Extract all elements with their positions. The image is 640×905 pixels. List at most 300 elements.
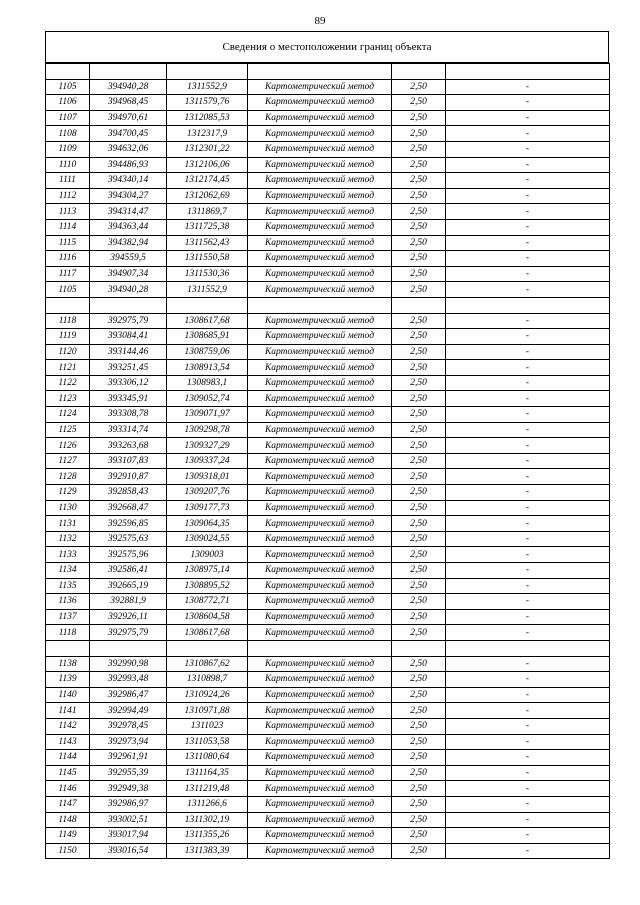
table-row xyxy=(46,734,610,750)
table-row xyxy=(46,173,610,189)
empty-cell xyxy=(248,297,392,313)
method-cell: Картометрический метод xyxy=(248,235,392,251)
x-coordinate-cell: 392596,85 xyxy=(90,516,167,532)
table-row xyxy=(46,126,610,142)
empty-cell xyxy=(90,640,167,656)
empty-cell xyxy=(446,640,610,656)
table-row xyxy=(46,204,610,220)
x-coordinate-cell: 394907,34 xyxy=(90,266,167,282)
x-coordinate-cell: 392973,94 xyxy=(90,734,167,750)
table-row xyxy=(46,812,610,828)
point-number-cell: 1119 xyxy=(46,329,90,345)
accuracy-cell: 2,50 xyxy=(392,547,446,563)
y-coordinate-cell: 1310971,88 xyxy=(167,703,248,719)
x-coordinate-cell: 394700,45 xyxy=(90,126,167,142)
empty-cell xyxy=(446,64,610,80)
boundary-points-table xyxy=(45,63,610,859)
group-separator-row xyxy=(46,64,610,80)
description-cell: - xyxy=(446,516,610,532)
x-coordinate-cell: 394363,44 xyxy=(90,219,167,235)
point-number-cell: 1122 xyxy=(46,375,90,391)
x-coordinate-cell: 392665,19 xyxy=(90,578,167,594)
description-cell: - xyxy=(446,375,610,391)
method-cell: Картометрический метод xyxy=(248,110,392,126)
method-cell: Картометрический метод xyxy=(248,173,392,189)
table-row xyxy=(46,531,610,547)
table-row xyxy=(46,485,610,501)
x-coordinate-cell: 392990,98 xyxy=(90,656,167,672)
description-cell: - xyxy=(446,95,610,111)
y-coordinate-cell: 1311355,26 xyxy=(167,828,248,844)
y-coordinate-cell: 1311725,38 xyxy=(167,219,248,235)
point-number-cell: 1105 xyxy=(46,282,90,298)
x-coordinate-cell: 392955,39 xyxy=(90,765,167,781)
method-cell: Картометрический метод xyxy=(248,126,392,142)
x-coordinate-cell: 394304,27 xyxy=(90,188,167,204)
accuracy-cell: 2,50 xyxy=(392,407,446,423)
description-cell: - xyxy=(446,407,610,423)
table-row xyxy=(46,781,610,797)
point-number-cell: 1120 xyxy=(46,344,90,360)
point-number-cell: 1148 xyxy=(46,812,90,828)
x-coordinate-cell: 392961,91 xyxy=(90,750,167,766)
point-number-cell: 1118 xyxy=(46,625,90,641)
table-body xyxy=(46,64,610,859)
method-cell: Картометрический метод xyxy=(248,718,392,734)
x-coordinate-cell: 394314,47 xyxy=(90,204,167,220)
table-row xyxy=(46,796,610,812)
x-coordinate-cell: 392975,79 xyxy=(90,313,167,329)
description-cell: - xyxy=(446,204,610,220)
y-coordinate-cell: 1311266,6 xyxy=(167,796,248,812)
method-cell: Картометрический метод xyxy=(248,578,392,594)
accuracy-cell: 2,50 xyxy=(392,375,446,391)
point-number-cell: 1112 xyxy=(46,188,90,204)
y-coordinate-cell: 1311219,48 xyxy=(167,781,248,797)
description-cell: - xyxy=(446,313,610,329)
accuracy-cell: 2,50 xyxy=(392,204,446,220)
accuracy-cell: 2,50 xyxy=(392,235,446,251)
empty-cell xyxy=(248,64,392,80)
description-cell: - xyxy=(446,718,610,734)
table-row xyxy=(46,516,610,532)
method-cell: Картометрический метод xyxy=(248,656,392,672)
description-cell: - xyxy=(446,672,610,688)
y-coordinate-cell: 1311302,19 xyxy=(167,812,248,828)
point-number-cell: 1107 xyxy=(46,110,90,126)
table-row xyxy=(46,235,610,251)
point-number-cell: 1136 xyxy=(46,594,90,610)
description-cell: - xyxy=(446,656,610,672)
description-cell: - xyxy=(446,750,610,766)
description-cell: - xyxy=(446,469,610,485)
point-number-cell: 1143 xyxy=(46,734,90,750)
method-cell: Картометрический метод xyxy=(248,594,392,610)
point-number-cell: 1106 xyxy=(46,95,90,111)
method-cell: Картометрический метод xyxy=(248,625,392,641)
table-row xyxy=(46,282,610,298)
accuracy-cell: 2,50 xyxy=(392,500,446,516)
x-coordinate-cell: 394940,28 xyxy=(90,282,167,298)
y-coordinate-cell: 1309318,01 xyxy=(167,469,248,485)
x-coordinate-cell: 393002,51 xyxy=(90,812,167,828)
accuracy-cell: 2,50 xyxy=(392,469,446,485)
y-coordinate-cell: 1308685,91 xyxy=(167,329,248,345)
table-row xyxy=(46,422,610,438)
x-coordinate-cell: 393314,74 xyxy=(90,422,167,438)
method-cell: Картометрический метод xyxy=(248,469,392,485)
x-coordinate-cell: 393263,68 xyxy=(90,438,167,454)
table-row xyxy=(46,344,610,360)
y-coordinate-cell: 1309003 xyxy=(167,547,248,563)
accuracy-cell: 2,50 xyxy=(392,750,446,766)
accuracy-cell: 2,50 xyxy=(392,251,446,267)
description-cell: - xyxy=(446,734,610,750)
x-coordinate-cell: 392978,45 xyxy=(90,718,167,734)
table-row xyxy=(46,625,610,641)
point-number-cell: 1140 xyxy=(46,687,90,703)
x-coordinate-cell: 392668,47 xyxy=(90,500,167,516)
accuracy-cell: 2,50 xyxy=(392,625,446,641)
point-number-cell: 1129 xyxy=(46,485,90,501)
method-cell: Картометрический метод xyxy=(248,563,392,579)
table-row xyxy=(46,110,610,126)
table-row xyxy=(46,750,610,766)
y-coordinate-cell: 1309052,74 xyxy=(167,391,248,407)
method-cell: Картометрический метод xyxy=(248,141,392,157)
table-row xyxy=(46,594,610,610)
point-number-cell: 1142 xyxy=(46,718,90,734)
accuracy-cell: 2,50 xyxy=(392,422,446,438)
accuracy-cell: 2,50 xyxy=(392,843,446,859)
point-number-cell: 1138 xyxy=(46,656,90,672)
accuracy-cell: 2,50 xyxy=(392,656,446,672)
description-cell: - xyxy=(446,578,610,594)
x-coordinate-cell: 393107,83 xyxy=(90,453,167,469)
y-coordinate-cell: 1308895,52 xyxy=(167,578,248,594)
accuracy-cell: 2,50 xyxy=(392,563,446,579)
empty-cell xyxy=(46,64,90,80)
x-coordinate-cell: 394968,45 xyxy=(90,95,167,111)
group-separator-row xyxy=(46,297,610,313)
y-coordinate-cell: 1309298,78 xyxy=(167,422,248,438)
accuracy-cell: 2,50 xyxy=(392,718,446,734)
y-coordinate-cell: 1311579,76 xyxy=(167,95,248,111)
table-row xyxy=(46,79,610,95)
method-cell: Картометрический метод xyxy=(248,422,392,438)
method-cell: Картометрический метод xyxy=(248,407,392,423)
accuracy-cell: 2,50 xyxy=(392,141,446,157)
y-coordinate-cell: 1309177,73 xyxy=(167,500,248,516)
y-coordinate-cell: 1312174,45 xyxy=(167,173,248,189)
page-number: 89 xyxy=(314,15,326,27)
point-number-cell: 1150 xyxy=(46,843,90,859)
accuracy-cell: 2,50 xyxy=(392,703,446,719)
y-coordinate-cell: 1309327,29 xyxy=(167,438,248,454)
description-cell: - xyxy=(446,79,610,95)
description-cell: - xyxy=(446,422,610,438)
table-row xyxy=(46,453,610,469)
y-coordinate-cell: 1311550,58 xyxy=(167,251,248,267)
description-cell: - xyxy=(446,531,610,547)
description-cell: - xyxy=(446,110,610,126)
accuracy-cell: 2,50 xyxy=(392,188,446,204)
table-row xyxy=(46,500,610,516)
method-cell: Картометрический метод xyxy=(248,703,392,719)
empty-cell xyxy=(392,64,446,80)
y-coordinate-cell: 1308617,68 xyxy=(167,625,248,641)
description-cell: - xyxy=(446,438,610,454)
x-coordinate-cell: 394559,5 xyxy=(90,251,167,267)
y-coordinate-cell: 1311164,35 xyxy=(167,765,248,781)
table-row xyxy=(46,828,610,844)
table-row xyxy=(46,469,610,485)
y-coordinate-cell: 1308983,1 xyxy=(167,375,248,391)
accuracy-cell: 2,50 xyxy=(392,313,446,329)
x-coordinate-cell: 392986,47 xyxy=(90,687,167,703)
x-coordinate-cell: 392975,79 xyxy=(90,625,167,641)
method-cell: Картометрический метод xyxy=(248,531,392,547)
description-cell: - xyxy=(446,126,610,142)
method-cell: Картометрический метод xyxy=(248,329,392,345)
method-cell: Картометрический метод xyxy=(248,485,392,501)
x-coordinate-cell: 392949,38 xyxy=(90,781,167,797)
method-cell: Картометрический метод xyxy=(248,282,392,298)
x-coordinate-cell: 392586,41 xyxy=(90,563,167,579)
table-row xyxy=(46,407,610,423)
empty-cell xyxy=(167,64,248,80)
description-cell: - xyxy=(446,765,610,781)
y-coordinate-cell: 1308913,54 xyxy=(167,360,248,376)
point-number-cell: 1128 xyxy=(46,469,90,485)
y-coordinate-cell: 1311053,58 xyxy=(167,734,248,750)
method-cell: Картометрический метод xyxy=(248,219,392,235)
method-cell: Картометрический метод xyxy=(248,251,392,267)
method-cell: Картометрический метод xyxy=(248,750,392,766)
point-number-cell: 1110 xyxy=(46,157,90,173)
description-cell: - xyxy=(446,703,610,719)
description-cell: - xyxy=(446,625,610,641)
x-coordinate-cell: 392881,9 xyxy=(90,594,167,610)
table-row xyxy=(46,703,610,719)
point-number-cell: 1105 xyxy=(46,79,90,95)
empty-cell xyxy=(167,640,248,656)
method-cell: Картометрический метод xyxy=(248,734,392,750)
description-cell: - xyxy=(446,157,610,173)
description-cell: - xyxy=(446,796,610,812)
description-cell: - xyxy=(446,453,610,469)
accuracy-cell: 2,50 xyxy=(392,672,446,688)
accuracy-cell: 2,50 xyxy=(392,391,446,407)
accuracy-cell: 2,50 xyxy=(392,485,446,501)
table-row xyxy=(46,95,610,111)
method-cell: Картометрический метод xyxy=(248,765,392,781)
method-cell: Картометрический метод xyxy=(248,500,392,516)
y-coordinate-cell: 1310867,62 xyxy=(167,656,248,672)
empty-cell xyxy=(392,640,446,656)
description-cell: - xyxy=(446,344,610,360)
empty-cell xyxy=(446,297,610,313)
y-coordinate-cell: 1309337,24 xyxy=(167,453,248,469)
description-cell: - xyxy=(446,188,610,204)
table-row xyxy=(46,391,610,407)
empty-cell xyxy=(90,64,167,80)
table-row xyxy=(46,656,610,672)
method-cell: Картометрический метод xyxy=(248,547,392,563)
table-row xyxy=(46,547,610,563)
table-row xyxy=(46,765,610,781)
point-number-cell: 1111 xyxy=(46,173,90,189)
accuracy-cell: 2,50 xyxy=(392,95,446,111)
table-row xyxy=(46,141,610,157)
x-coordinate-cell: 393308,78 xyxy=(90,407,167,423)
method-cell: Картометрический метод xyxy=(248,687,392,703)
point-number-cell: 1109 xyxy=(46,141,90,157)
y-coordinate-cell: 1310924,26 xyxy=(167,687,248,703)
method-cell: Картометрический метод xyxy=(248,438,392,454)
point-number-cell: 1131 xyxy=(46,516,90,532)
accuracy-cell: 2,50 xyxy=(392,781,446,797)
empty-cell xyxy=(392,297,446,313)
empty-cell xyxy=(46,640,90,656)
y-coordinate-cell: 1312062,69 xyxy=(167,188,248,204)
method-cell: Картометрический метод xyxy=(248,828,392,844)
description-cell: - xyxy=(446,141,610,157)
x-coordinate-cell: 393016,54 xyxy=(90,843,167,859)
description-cell: - xyxy=(446,547,610,563)
method-cell: Картометрический метод xyxy=(248,672,392,688)
x-coordinate-cell: 392910,87 xyxy=(90,469,167,485)
description-cell: - xyxy=(446,485,610,501)
table-row xyxy=(46,563,610,579)
x-coordinate-cell: 393251,45 xyxy=(90,360,167,376)
y-coordinate-cell: 1309024,55 xyxy=(167,531,248,547)
description-cell: - xyxy=(446,828,610,844)
point-number-cell: 1114 xyxy=(46,219,90,235)
description-cell: - xyxy=(446,781,610,797)
accuracy-cell: 2,50 xyxy=(392,438,446,454)
point-number-cell: 1117 xyxy=(46,266,90,282)
x-coordinate-cell: 394940,28 xyxy=(90,79,167,95)
y-coordinate-cell: 1309064,35 xyxy=(167,516,248,532)
point-number-cell: 1130 xyxy=(46,500,90,516)
accuracy-cell: 2,50 xyxy=(392,687,446,703)
y-coordinate-cell: 1309207,76 xyxy=(167,485,248,501)
y-coordinate-cell: 1311552,9 xyxy=(167,79,248,95)
accuracy-cell: 2,50 xyxy=(392,360,446,376)
accuracy-cell: 2,50 xyxy=(392,266,446,282)
point-number-cell: 1118 xyxy=(46,313,90,329)
accuracy-cell: 2,50 xyxy=(392,734,446,750)
y-coordinate-cell: 1311080,64 xyxy=(167,750,248,766)
point-number-cell: 1126 xyxy=(46,438,90,454)
method-cell: Картометрический метод xyxy=(248,843,392,859)
description-cell: - xyxy=(446,812,610,828)
accuracy-cell: 2,50 xyxy=(392,282,446,298)
description-cell: - xyxy=(446,329,610,345)
point-number-cell: 1144 xyxy=(46,750,90,766)
table-row xyxy=(46,157,610,173)
point-number-cell: 1134 xyxy=(46,563,90,579)
accuracy-cell: 2,50 xyxy=(392,578,446,594)
method-cell: Картометрический метод xyxy=(248,796,392,812)
point-number-cell: 1121 xyxy=(46,360,90,376)
x-coordinate-cell: 392575,96 xyxy=(90,547,167,563)
method-cell: Картометрический метод xyxy=(248,516,392,532)
table-row xyxy=(46,609,610,625)
method-cell: Картометрический метод xyxy=(248,95,392,111)
point-number-cell: 1141 xyxy=(46,703,90,719)
description-cell: - xyxy=(446,251,610,267)
method-cell: Картометрический метод xyxy=(248,313,392,329)
y-coordinate-cell: 1308617,68 xyxy=(167,313,248,329)
accuracy-cell: 2,50 xyxy=(392,453,446,469)
table-row xyxy=(46,360,610,376)
description-cell: - xyxy=(446,843,610,859)
table-row xyxy=(46,672,610,688)
point-number-cell: 1145 xyxy=(46,765,90,781)
description-cell: - xyxy=(446,609,610,625)
x-coordinate-cell: 392993,48 xyxy=(90,672,167,688)
point-number-cell: 1123 xyxy=(46,391,90,407)
x-coordinate-cell: 392994,49 xyxy=(90,703,167,719)
description-cell: - xyxy=(446,282,610,298)
accuracy-cell: 2,50 xyxy=(392,594,446,610)
point-number-cell: 1132 xyxy=(46,531,90,547)
table-title: Сведения о местоположении границ объекта xyxy=(45,31,609,63)
coordinates-sheet xyxy=(45,31,609,859)
x-coordinate-cell: 394632,06 xyxy=(90,141,167,157)
point-number-cell: 1139 xyxy=(46,672,90,688)
accuracy-cell: 2,50 xyxy=(392,609,446,625)
x-coordinate-cell: 394382,94 xyxy=(90,235,167,251)
group-separator-row xyxy=(46,640,610,656)
description-cell: - xyxy=(446,500,610,516)
method-cell: Картометрический метод xyxy=(248,812,392,828)
table-row xyxy=(46,266,610,282)
x-coordinate-cell: 394970,61 xyxy=(90,110,167,126)
accuracy-cell: 2,50 xyxy=(392,344,446,360)
table-row xyxy=(46,188,610,204)
accuracy-cell: 2,50 xyxy=(392,79,446,95)
method-cell: Картометрический метод xyxy=(248,781,392,797)
empty-cell xyxy=(46,297,90,313)
y-coordinate-cell: 1312106,06 xyxy=(167,157,248,173)
x-coordinate-cell: 393017,94 xyxy=(90,828,167,844)
point-number-cell: 1133 xyxy=(46,547,90,563)
x-coordinate-cell: 392926,11 xyxy=(90,609,167,625)
y-coordinate-cell: 1311562,43 xyxy=(167,235,248,251)
method-cell: Картометрический метод xyxy=(248,360,392,376)
method-cell: Картометрический метод xyxy=(248,204,392,220)
table-row xyxy=(46,329,610,345)
table-row xyxy=(46,375,610,391)
description-cell: - xyxy=(446,266,610,282)
x-coordinate-cell: 394486,93 xyxy=(90,157,167,173)
method-cell: Картометрический метод xyxy=(248,79,392,95)
point-number-cell: 1146 xyxy=(46,781,90,797)
method-cell: Картометрический метод xyxy=(248,453,392,469)
y-coordinate-cell: 1312301,22 xyxy=(167,141,248,157)
point-number-cell: 1127 xyxy=(46,453,90,469)
y-coordinate-cell: 1308604,58 xyxy=(167,609,248,625)
x-coordinate-cell: 392575,63 xyxy=(90,531,167,547)
accuracy-cell: 2,50 xyxy=(392,828,446,844)
method-cell: Картометрический метод xyxy=(248,157,392,173)
method-cell: Картометрический метод xyxy=(248,266,392,282)
x-coordinate-cell: 392858,43 xyxy=(90,485,167,501)
accuracy-cell: 2,50 xyxy=(392,516,446,532)
